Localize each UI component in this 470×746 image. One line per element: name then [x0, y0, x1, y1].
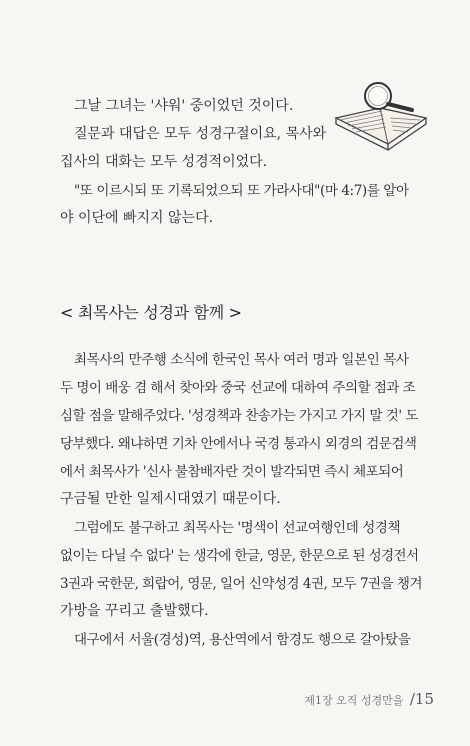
- section-heading: < 최목사는 성경과 함께 >: [60, 303, 242, 322]
- text-line: 야 이단에 빠지지 않는다.: [60, 210, 214, 226]
- text-line: 3권과 국한문, 희랍어, 영문, 일어 신약성경 4권, 모두 7권을 챙겨: [60, 576, 422, 592]
- text-line: 그럼에도 불구하고 최목사는 '명색이 선교여행인데 성경책: [74, 520, 401, 536]
- text-line: 당부했다. 왜냐하면 기차 안에서나 국경 통과시 외경의 검문검색: [60, 436, 417, 452]
- section-1: [60, 95, 409, 235]
- text-line: 없이는 다닐 수 없다' 는 생각에 한글, 영문, 한문으로 된 성경전서: [60, 548, 419, 564]
- text-line: 구금될 만한 일제시대였기 때문이다.: [60, 491, 281, 507]
- text-line: 두 명이 배웅 겸 해서 찾아와 중국 선교에 대하여 주의할 점과 조: [60, 380, 416, 396]
- text-line: 가방을 꾸리고 출발했다.: [60, 603, 209, 619]
- running-title: 제1장 오직 성경만을: [304, 694, 404, 707]
- text-line: 대구에서 서울(경성)역, 용산역에서 함경도 행으로 갈아탔을: [74, 632, 411, 648]
- page-number: /15: [409, 690, 434, 708]
- text-line: "또 이르시되 또 기록되었으되 또 가라사대"(마 4:7)를 알아: [74, 183, 409, 199]
- text-line: 에서 최목사가 '신사 불참배자란 것이 발각되면 즉시 체포되어: [60, 464, 404, 480]
- text-line: 그날 그녀는 '샤워' 중이었던 것이다.: [74, 98, 294, 114]
- section-2: [60, 348, 422, 656]
- text-line: 집사의 대화는 모두 성경적이었다.: [60, 154, 268, 170]
- page-footer: [304, 690, 434, 708]
- text-line: 최목사의 만주행 소식에 한국인 목사 여러 명과 일본인 목사: [74, 352, 409, 368]
- text-line: 심할 점을 말해주었다. '성경책과 찬송가는 가지고 가지 말 것' 도: [60, 408, 418, 424]
- text-line: 질문과 대답은 모두 성경구절이요, 목사와: [74, 126, 327, 142]
